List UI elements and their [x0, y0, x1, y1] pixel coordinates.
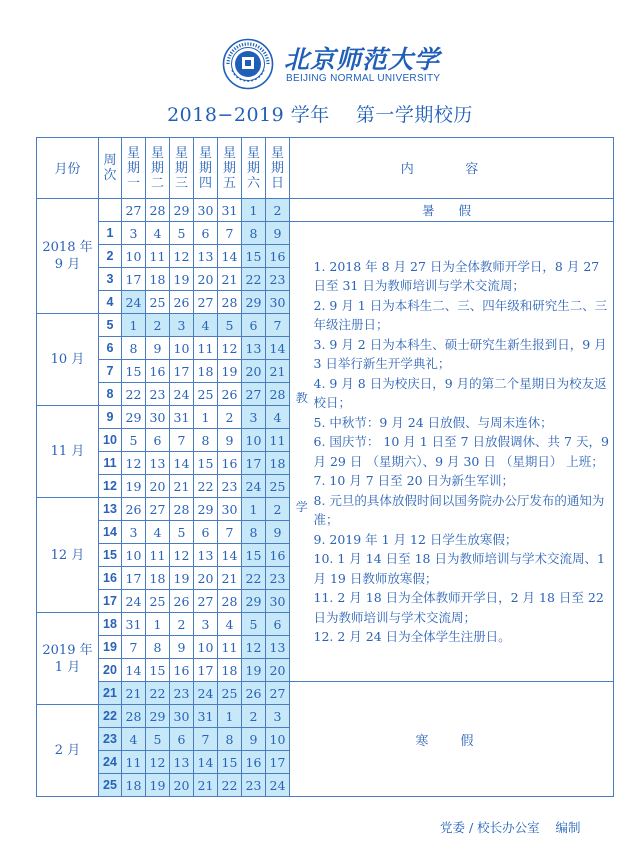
- day-cell: 30: [266, 590, 290, 613]
- day-cell: 2: [266, 498, 290, 521]
- day-cell: 15: [218, 751, 242, 774]
- day-cell: 7: [218, 521, 242, 544]
- day-cell: 7: [170, 429, 194, 452]
- day-cell: 29: [170, 199, 194, 222]
- week-number: 17: [99, 590, 122, 613]
- day-cell: 10: [242, 429, 266, 452]
- day-cell: 9: [266, 521, 290, 544]
- day-cell: 30: [146, 406, 170, 429]
- note-item: 3. 9 月 2 日为本科生、硕士研究生新生报到日，9 月 3 日举行新生开学典礼；: [313, 336, 607, 371]
- week-number: 18: [99, 613, 122, 636]
- day-cell: 14: [170, 452, 194, 475]
- day-cell: 21: [170, 475, 194, 498]
- day-cell: 29: [122, 406, 146, 429]
- day-cell: 12: [218, 337, 242, 360]
- day-cell: 26: [170, 291, 194, 314]
- week-number: 24: [99, 751, 122, 774]
- day-cell: 31: [122, 613, 146, 636]
- header-thu: 星 期 四: [194, 138, 218, 199]
- day-cell: 2: [242, 705, 266, 728]
- day-cell: 24: [242, 475, 266, 498]
- day-cell: 17: [242, 452, 266, 475]
- day-cell: 28: [122, 705, 146, 728]
- day-cell: 26: [170, 590, 194, 613]
- day-cell: 17: [122, 567, 146, 590]
- day-cell: 22: [242, 567, 266, 590]
- page-title: 2018−2019 学年 第一学期校历: [167, 104, 473, 126]
- day-cell: 4: [122, 728, 146, 751]
- day-cell: 26: [242, 682, 266, 705]
- note-item: 5. 中秋节：9 月 24 日放假、与周末连休；: [313, 414, 553, 430]
- week-number: 5: [99, 314, 122, 337]
- day-cell: 22: [194, 475, 218, 498]
- day-cell: 17: [194, 659, 218, 682]
- note-item: 1. 2018 年 8 月 27 日为全体教师开学日，8 月 27 日至 31 日为教师培训与学术交流周；: [313, 258, 600, 293]
- day-cell: 7: [194, 728, 218, 751]
- day-cell: 12: [122, 452, 146, 475]
- header-month: 月份: [37, 138, 99, 199]
- day-cell: 16: [146, 360, 170, 383]
- day-cell: 9: [266, 222, 290, 245]
- week-number: 25: [99, 774, 122, 797]
- day-cell: 24: [170, 383, 194, 406]
- day-cell: 2: [266, 199, 290, 222]
- day-cell: 16: [266, 245, 290, 268]
- day-cell: 13: [266, 636, 290, 659]
- week-number: 8: [99, 383, 122, 406]
- day-cell: 29: [242, 291, 266, 314]
- day-cell: 21: [218, 268, 242, 291]
- month-cell-dec: 12 月: [37, 498, 99, 613]
- day-cell: 23: [146, 383, 170, 406]
- day-cell: 31: [218, 199, 242, 222]
- day-cell: 25: [266, 475, 290, 498]
- day-cell: 5: [146, 728, 170, 751]
- header-wed: 星 期 三: [170, 138, 194, 199]
- day-cell: 3: [122, 222, 146, 245]
- day-cell: 29: [146, 705, 170, 728]
- day-cell: 17: [170, 360, 194, 383]
- day-cell: 13: [170, 751, 194, 774]
- day-cell: 24: [266, 774, 290, 797]
- day-cell: 1: [194, 406, 218, 429]
- teaching-period-label: 教 学: [290, 222, 314, 682]
- day-cell: 5: [218, 314, 242, 337]
- header-mon: 星 期 一: [122, 138, 146, 199]
- day-cell: 21: [122, 682, 146, 705]
- day-cell: 6: [146, 429, 170, 452]
- week-number: 2: [99, 245, 122, 268]
- day-cell: 26: [218, 383, 242, 406]
- header-sat: 星 期 六: [242, 138, 266, 199]
- day-cell: 30: [170, 705, 194, 728]
- footer-editor: 党委 / 校长办公室 编制: [440, 820, 581, 835]
- day-cell: 20: [194, 567, 218, 590]
- day-cell: 29: [242, 590, 266, 613]
- day-cell: 30: [194, 199, 218, 222]
- day-cell: 15: [122, 360, 146, 383]
- day-cell: 19: [146, 774, 170, 797]
- week-number: 21: [99, 682, 122, 705]
- day-cell: 28: [170, 498, 194, 521]
- day-cell: 13: [242, 337, 266, 360]
- day-cell: 12: [242, 636, 266, 659]
- day-cell: 25: [218, 682, 242, 705]
- week-number: 22: [99, 705, 122, 728]
- day-cell: 6: [242, 314, 266, 337]
- week-number: 23: [99, 728, 122, 751]
- day-cell: 3: [242, 406, 266, 429]
- day-cell: 9: [242, 728, 266, 751]
- day-cell: 13: [194, 544, 218, 567]
- day-cell: 28: [218, 291, 242, 314]
- day-cell: 26: [122, 498, 146, 521]
- day-cell: 13: [146, 452, 170, 475]
- day-cell: 8: [242, 222, 266, 245]
- week-number: [99, 199, 122, 222]
- day-cell: 6: [266, 613, 290, 636]
- day-cell: 1: [146, 613, 170, 636]
- day-cell: 15: [146, 659, 170, 682]
- day-cell: 18: [218, 659, 242, 682]
- header-content: 内 容: [290, 138, 614, 199]
- note-item: 9. 2019 年 1 月 12 日学生放寒假；: [313, 531, 518, 547]
- month-cell-feb: 2 月: [37, 705, 99, 797]
- day-cell: 24: [122, 291, 146, 314]
- logo-english: BEIJING NORMAL UNIVERSITY: [286, 73, 441, 84]
- day-cell: 15: [242, 544, 266, 567]
- day-cell: 6: [194, 222, 218, 245]
- day-cell: 1: [242, 498, 266, 521]
- day-cell: 27: [194, 291, 218, 314]
- table-header-row: [37, 138, 614, 199]
- week-number: 1: [99, 222, 122, 245]
- day-cell: 20: [170, 774, 194, 797]
- day-cell: 20: [194, 268, 218, 291]
- table-row: [37, 682, 614, 705]
- day-cell: 12: [170, 544, 194, 567]
- day-cell: 11: [122, 751, 146, 774]
- table-row: [37, 222, 614, 245]
- day-cell: 8: [146, 636, 170, 659]
- week-number: 12: [99, 475, 122, 498]
- day-cell: 23: [242, 774, 266, 797]
- day-cell: 15: [194, 452, 218, 475]
- day-cell: 3: [122, 521, 146, 544]
- day-cell: 25: [194, 383, 218, 406]
- day-cell: 20: [146, 475, 170, 498]
- day-cell: 5: [170, 222, 194, 245]
- header-sun: 星 期 日: [266, 138, 290, 199]
- day-cell: 7: [266, 314, 290, 337]
- day-cell: 22: [122, 383, 146, 406]
- week-number: 7: [99, 360, 122, 383]
- day-cell: 20: [242, 360, 266, 383]
- day-cell: 6: [194, 521, 218, 544]
- header-tue: 星 期 二: [146, 138, 170, 199]
- week-number: 4: [99, 291, 122, 314]
- day-cell: 19: [218, 360, 242, 383]
- day-cell: 7: [218, 222, 242, 245]
- university-seal-icon: [222, 38, 274, 90]
- day-cell: 28: [218, 590, 242, 613]
- day-cell: 2: [146, 314, 170, 337]
- day-cell: 27: [266, 682, 290, 705]
- day-cell: 14: [122, 659, 146, 682]
- week-number: 9: [99, 406, 122, 429]
- month-cell-oct: 10 月: [37, 314, 99, 406]
- day-cell: 9: [146, 337, 170, 360]
- day-cell: 18: [146, 268, 170, 291]
- day-cell: 27: [242, 383, 266, 406]
- day-cell: 14: [266, 337, 290, 360]
- day-cell: 17: [266, 751, 290, 774]
- week-number: 19: [99, 636, 122, 659]
- day-cell: 18: [194, 360, 218, 383]
- day-cell: 25: [146, 291, 170, 314]
- day-cell: 4: [266, 406, 290, 429]
- day-cell: 5: [170, 521, 194, 544]
- week-number: 16: [99, 567, 122, 590]
- day-cell: 5: [242, 613, 266, 636]
- day-cell: 10: [122, 245, 146, 268]
- day-cell: 21: [266, 360, 290, 383]
- day-cell: 11: [266, 429, 290, 452]
- day-cell: 9: [170, 636, 194, 659]
- day-cell: 14: [218, 544, 242, 567]
- month-cell-nov: 11 月: [37, 406, 99, 498]
- day-cell: 12: [170, 245, 194, 268]
- day-cell: 19: [122, 475, 146, 498]
- day-cell: 20: [266, 659, 290, 682]
- day-cell: 31: [170, 406, 194, 429]
- day-cell: 3: [170, 314, 194, 337]
- day-cell: 31: [194, 705, 218, 728]
- day-cell: 18: [146, 567, 170, 590]
- calendar-notes: [314, 222, 614, 682]
- day-cell: 10: [266, 728, 290, 751]
- note-item: 10. 1 月 14 日至 18 日为教师培训与学术交流周、1 月 19 日教师放寒假；: [313, 551, 605, 586]
- week-number: 6: [99, 337, 122, 360]
- day-cell: 24: [194, 682, 218, 705]
- day-cell: 10: [170, 337, 194, 360]
- day-cell: 3: [194, 613, 218, 636]
- day-cell: 27: [122, 199, 146, 222]
- day-cell: 4: [146, 222, 170, 245]
- table-row: [37, 199, 614, 222]
- month-cell-sep: 2018 年 9 月: [37, 199, 99, 314]
- calendar-body: [37, 199, 614, 797]
- day-cell: 17: [122, 268, 146, 291]
- day-cell: 11: [146, 245, 170, 268]
- day-cell: 14: [194, 751, 218, 774]
- week-number: 20: [99, 659, 122, 682]
- day-cell: 18: [266, 452, 290, 475]
- day-cell: 16: [218, 452, 242, 475]
- day-cell: 21: [194, 774, 218, 797]
- day-cell: 18: [122, 774, 146, 797]
- day-cell: 23: [170, 682, 194, 705]
- day-cell: 8: [242, 521, 266, 544]
- day-cell: 15: [242, 245, 266, 268]
- day-cell: 4: [146, 521, 170, 544]
- header-week: 周 次: [99, 138, 122, 199]
- page-header: [0, 30, 640, 90]
- day-cell: 19: [170, 268, 194, 291]
- day-cell: 1: [242, 199, 266, 222]
- week-number: 14: [99, 521, 122, 544]
- day-cell: 16: [170, 659, 194, 682]
- note-item: 6. 国庆节： 10 月 1 日至 7 日放假调休、共 7 天，9 月 29 日 （星期六）、9 月 30 日 （星期日） 上班；: [313, 434, 609, 469]
- header-fri: 星 期 五: [218, 138, 242, 199]
- day-cell: 21: [218, 567, 242, 590]
- week-number: 10: [99, 429, 122, 452]
- day-cell: 7: [122, 636, 146, 659]
- day-cell: 4: [218, 613, 242, 636]
- summer-vacation-label: 暑 假: [290, 199, 614, 222]
- note-item: 11. 2 月 18 日为全体教师开学日，2 月 18 日至 22 日为教师培训与学术交流周；: [313, 590, 604, 625]
- day-cell: 23: [266, 567, 290, 590]
- day-cell: 11: [146, 544, 170, 567]
- day-cell: 29: [194, 498, 218, 521]
- day-cell: 19: [242, 659, 266, 682]
- day-cell: 8: [218, 728, 242, 751]
- calendar-table: [36, 137, 614, 797]
- note-item: 7. 10 月 7 日至 20 日为新生军训；: [313, 473, 515, 488]
- logo-chinese: 北京师范大学: [284, 45, 441, 74]
- note-item: 2. 9 月 1 日为本科生二、三、四年级和研究生二、三年级注册日；: [313, 297, 608, 332]
- note-item: 12. 2 月 24 日为全体学生注册日。: [313, 629, 511, 644]
- day-cell: 23: [266, 268, 290, 291]
- day-cell: 6: [170, 728, 194, 751]
- day-cell: 8: [122, 337, 146, 360]
- note-item: 4. 9 月 8 日为校庆日，9 月的第二个星期日为校友返校日；: [313, 375, 607, 410]
- week-number: 3: [99, 268, 122, 291]
- note-item: 8. 元旦的具体放假时间以国务院办公厅发布的通知为准；: [313, 492, 605, 527]
- day-cell: 1: [122, 314, 146, 337]
- day-cell: 25: [146, 590, 170, 613]
- day-cell: 14: [218, 245, 242, 268]
- day-cell: 28: [266, 383, 290, 406]
- day-cell: 8: [194, 429, 218, 452]
- day-cell: 9: [218, 429, 242, 452]
- day-cell: 4: [194, 314, 218, 337]
- day-cell: 3: [266, 705, 290, 728]
- month-cell-jan: 2019 年 1 月: [37, 613, 99, 705]
- week-number: 13: [99, 498, 122, 521]
- day-cell: 27: [194, 590, 218, 613]
- day-cell: 24: [122, 590, 146, 613]
- day-cell: 28: [146, 199, 170, 222]
- day-cell: 5: [122, 429, 146, 452]
- day-cell: 12: [146, 751, 170, 774]
- winter-vacation-label: 寒 假: [290, 682, 614, 797]
- day-cell: 13: [194, 245, 218, 268]
- day-cell: 2: [218, 406, 242, 429]
- day-cell: 10: [194, 636, 218, 659]
- day-cell: 23: [218, 475, 242, 498]
- day-cell: 1: [218, 705, 242, 728]
- day-cell: 11: [194, 337, 218, 360]
- day-cell: 22: [218, 774, 242, 797]
- day-cell: 16: [242, 751, 266, 774]
- day-cell: 30: [218, 498, 242, 521]
- day-cell: 22: [146, 682, 170, 705]
- day-cell: 16: [266, 544, 290, 567]
- day-cell: 22: [242, 268, 266, 291]
- day-cell: 30: [266, 291, 290, 314]
- day-cell: 10: [122, 544, 146, 567]
- week-number: 11: [99, 452, 122, 475]
- day-cell: 11: [218, 636, 242, 659]
- day-cell: 19: [170, 567, 194, 590]
- day-cell: 2: [170, 613, 194, 636]
- week-number: 15: [99, 544, 122, 567]
- day-cell: 27: [146, 498, 170, 521]
